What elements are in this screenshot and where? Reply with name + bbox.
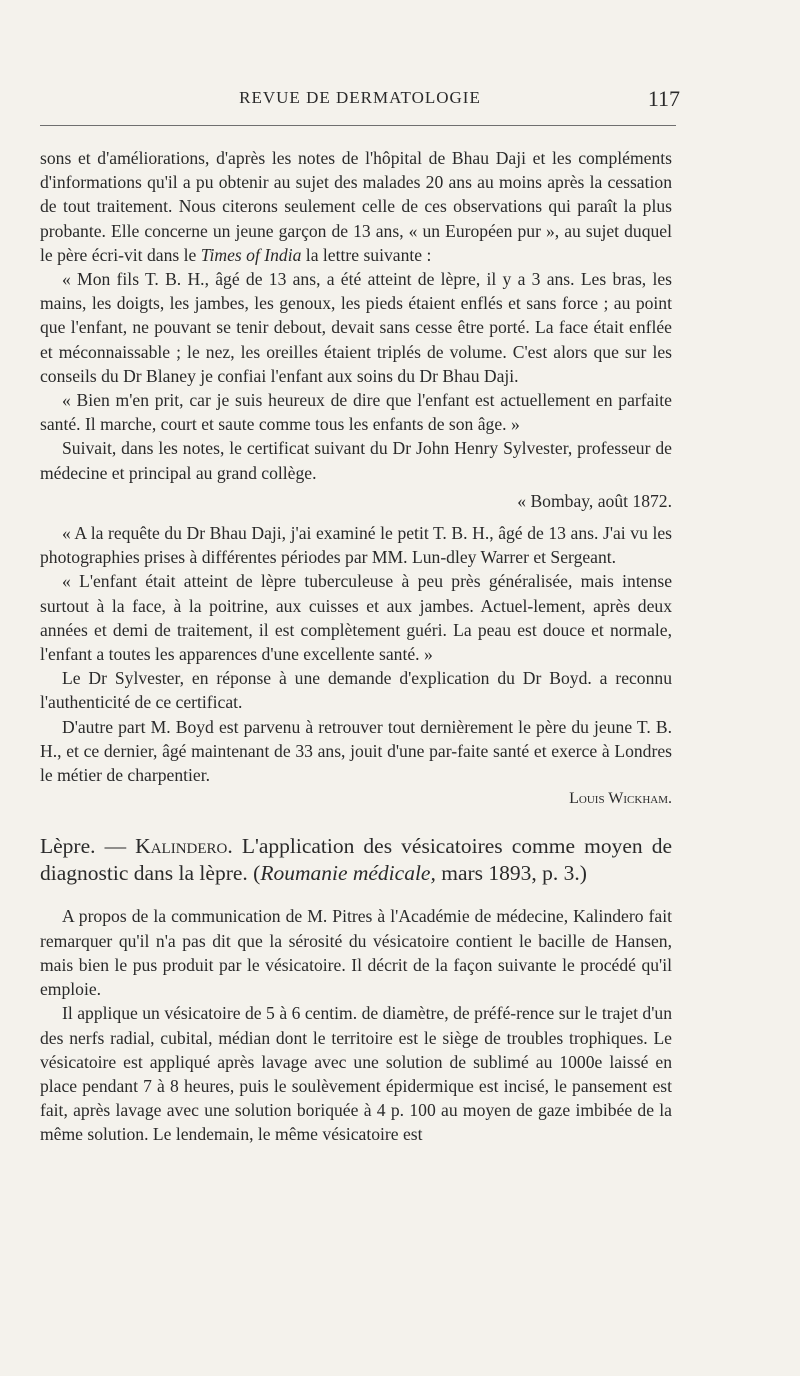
newspaper-title: Times of India (200, 244, 302, 265)
paragraph-certificate-1: « A la requête du Dr Bhau Daji, j'ai examiné le petit T. B. H., âgé de 13 ans. J'ai vu les photographies prises à différentes périodes par MM. Lun-dley Warrer et Sergeant. (40, 523, 672, 568)
heading-title: . L'application des vésicatoires comme moyen de diagnostic dans la lèpre. ( (40, 834, 672, 885)
paragraph-letter-1: « Mon fils T. B. H., âgé de 13 ans, a été atteint de lèpre, il y a 3 ans. Les bras, les mains, les doigts, les jambes, les genoux, les pieds étaient enflés et sans force ; au point que l'enfant, ne pouvant se tenir debout, devait sans cesse être porté. La face était enflée et méconnaissable ; le nez, les oreilles étaient triplés de volume. C'est alors que sur les conseils du Dr Blaney je confiai l'enfant aux soins du Dr Bhau Daji. (40, 269, 672, 386)
article-heading (40, 833, 672, 886)
article-body (40, 904, 672, 1146)
heading-topic: Lèpre. — (40, 834, 136, 859)
paragraph-certificate-2: « L'enfant était atteint de lèpre tuberculeuse à peu près généralisée, mais intense surtout à la face, à la poitrine, aux cuisses et aux jambes. Actuel-lement, après deux années et demi de traitement, il est complètement guéri. La peau est douce et normale, l'enfant a toutes les apparences d'une excellente santé. » (40, 571, 672, 665)
heading-reference: mars 1893, p. 3.) (435, 860, 587, 885)
paragraph-text: la lettre suivante : (301, 244, 432, 265)
paragraph-kalindero-2: Il applique un vésicatoire de 5 à 6 centim. de diamètre, de préfé-rence sur le trajet d'un des nerfs radial, cubital, médian dont le territoire est le siège de troubles trophiques. Le vésicatoire est appliqué après lavage avec une solution de sublimé au 1000e laissé en place pendant 7 à 8 heures, puis le soulèvement épidermique est incisé, le pansement est fait, après lavage avec une solution boriquée à 4 p. 100 au moyen de gaze imbibée de la même solution. Le lendemain, le même vésicatoire est (40, 1003, 672, 1145)
dateline: « Bombay, août 1872. (517, 490, 672, 511)
page-header (40, 88, 680, 118)
page-body (40, 146, 672, 1147)
paragraph-kalindero-1: A propos de la communication de M. Pitres à l'Académie de médecine, Kalindero fait remarquer qu'il n'a pas dit que la sérosité du vésicatoire contient le bacille de Hansen, mais bien le pus produit par le vésicatoire. Il décrit de la façon suivante le procédé qu'il emploie. (40, 906, 672, 1000)
page-number: 117 (647, 86, 680, 111)
running-title: REVUE DE DERMATOLOGIE (239, 88, 481, 107)
paragraph-text: sons et d'améliorations, d'après les notes de l'hôpital de Bhau Daji et les compléments d'informations qu'il a pu obtenir au sujet des malades 20 ans au moins après la cessation de tout traitement. Nous citerons seulement celle de ces observations qui paraît la plus probante. Elle concerne un jeune garçon de 13 ans, « un Européen pur », au sujet duquel le père écri-vit dans le (40, 148, 672, 265)
paragraph-sylvester: Le Dr Sylvester, en réponse à une demande d'explication du Dr Boyd. a reconnu l'authenticité de ce certificat. (40, 668, 672, 713)
signature: Louis Wickham. (569, 790, 672, 808)
heading-author: Kalindero (135, 834, 228, 859)
paragraph-certificate-intro: Suivait, dans les notes, le certificat suivant du Dr John Henry Sylvester, professeur de médecine et principal au grand collège. (40, 438, 672, 483)
article-heading-text (40, 833, 672, 886)
paragraph-letter-2: « Bien m'en prit, car je suis heureux de dire que l'enfant est actuellement en parfaite santé. Il marche, court et saute comme tous les enfants de son âge. » (40, 390, 672, 435)
header-rule (40, 125, 676, 126)
paragraph-boyd: D'autre part M. Boyd est parvenu à retrouver tout dernièrement le père du jeune T. B. H., et ce dernier, âgé maintenant de 33 ans, jouit d'une par-faite santé et exerce à Londres le métier de charpentier. (40, 716, 672, 786)
journal-title: Roumanie médicale, (260, 860, 436, 885)
paragraph-intro (40, 146, 672, 267)
